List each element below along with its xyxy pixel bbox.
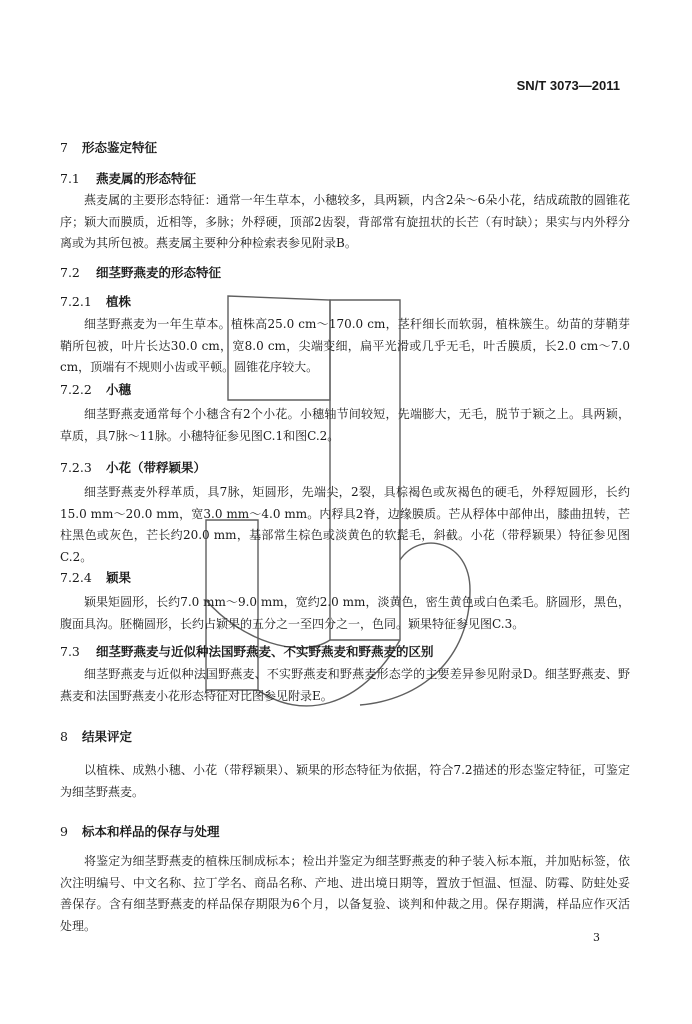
section-8-paragraph: 以植株、成熟小穗、小花（带稃颖果）、颖果的形态特征为依据，符合7.2描述的形态鉴定特征，可鉴定为细茎野燕麦。 bbox=[60, 763, 630, 799]
section-8-heading bbox=[60, 727, 132, 745]
section-7-2-2-paragraph: 细茎野燕麦通常每个小穗含有2个小花。小穗轴节间较短，先端膨大，无毛，脱节于颖之上。具两颖，草质，具7脉～11脉。小穗特征参见图C.1和图C.2。 bbox=[60, 407, 630, 443]
section-7-2-2-heading bbox=[60, 380, 131, 398]
section-title: 颖果 bbox=[106, 570, 132, 585]
section-title: 结果评定 bbox=[82, 729, 133, 744]
section-title: 形态鉴定特征 bbox=[82, 140, 158, 155]
section-title: 燕麦属的形态特征 bbox=[96, 171, 197, 186]
section-title: 植株 bbox=[106, 294, 132, 309]
section-title: 标本和样品的保存与处理 bbox=[82, 824, 220, 839]
section-7-2-3-heading bbox=[60, 458, 206, 476]
section-title: 小穗 bbox=[106, 382, 132, 397]
section-number: 7.3 bbox=[60, 644, 80, 659]
section-7-2-1-paragraph: 细茎野燕麦为一年生草本。植株高25.0 cm～170.0 cm，茎秆细长而软弱，植株簇生。幼苗的芽鞘芽鞘所包被，叶片长达30.0 cm，宽8.0 cm，尖端变细，扁平光滑或几乎无毛，叶舌膜质，长2.0 cm～7.0 cm，顶端有不规则小齿或平顿。圆锥花序较大。 bbox=[60, 317, 630, 374]
section-9-heading bbox=[60, 822, 220, 840]
section-7-3-paragraph: 细茎野燕麦与近似种法国野燕麦、不实野燕麦和野燕麦形态学的主要差异参见附录D。细茎野燕麦、野燕麦和法国野燕麦小花形态特征对比图参见附录E。 bbox=[60, 667, 630, 703]
section-7-2-1-heading bbox=[60, 292, 131, 310]
section-7-3-heading bbox=[60, 642, 434, 660]
section-number: 7.1 bbox=[60, 171, 80, 186]
section-number: 7.2.2 bbox=[60, 382, 92, 397]
section-7-1-paragraph: 燕麦属的主要形态特征：通常一年生草本，小穗较多，具两颖，内含2朵～6朵小花，结成疏散的圆锥花序；颖大而膜质，近相等，多脉；外稃硬，顶部2齿裂，背部常有旋扭状的长芒（有时缺）；果实与内外稃分离或为其所包被。燕麦属主要种分种检索表参见附录B。 bbox=[60, 193, 630, 250]
section-number: 8 bbox=[60, 729, 68, 744]
section-7-2-4-heading bbox=[60, 568, 131, 586]
section-7-2-3-paragraph: 细茎野燕麦外稃革质，具7脉，矩圆形，先端尖，2裂，具棕褐色或灰褐色的硬毛，外稃短圆形，长约15.0 mm～20.0 mm，宽3.0 mm～4.0 mm。内稃具2脊，边缘膜质。芒从稃体中部伸出，膝曲扭转，芒柱黑色或灰色，芒长约20.0 mm，基部常生棕色或淡黄色的软髭毛，斜截。小花（带稃颖果）特征参见图C.2。 bbox=[60, 485, 630, 564]
section-number: 7.2.1 bbox=[60, 294, 92, 309]
section-number: 7.2.4 bbox=[60, 570, 92, 585]
section-number: 7 bbox=[60, 140, 68, 155]
page-number: 3 bbox=[593, 931, 600, 944]
section-title: 细茎野燕麦与近似种法国野燕麦、不实野燕麦和野燕麦的区别 bbox=[96, 644, 434, 659]
section-title: 小花（带稃颖果） bbox=[106, 460, 207, 475]
section-7-2-4-paragraph: 颖果矩圆形，长约7.0 mm～9.0 mm，宽约2.0 mm，淡黄色，密生黄色或白色柔毛。脐圆形，黑色，腹面具沟。胚椭圆形，长约占颖果的五分之一至四分之一，色同。颖果特征参见图C.3。 bbox=[60, 595, 630, 631]
section-number: 9 bbox=[60, 824, 68, 839]
section-9-paragraph: 将鉴定为细茎野燕麦的植株压制成标本；检出并鉴定为细茎野燕麦的种子装入标本瓶，并加贴标签，依次注明编号、中文名称、拉丁学名、商品名称、产地、进出境日期等，置放于恒温、恒湿、防霉、防蛀处妥善保存。含有细茎野燕麦的样品保存期限为6个月，以备复验、谈判和仲裁之用。保存期满，样品应作灭活处理。 bbox=[60, 854, 630, 933]
section-7-2-heading bbox=[60, 263, 221, 281]
section-number: 7.2 bbox=[60, 265, 80, 280]
section-7-1-heading bbox=[60, 169, 196, 187]
section-title: 细茎野燕麦的形态特征 bbox=[96, 265, 222, 280]
standard-code: SN/T 3073—2011 bbox=[516, 78, 620, 93]
section-number: 7.2.3 bbox=[60, 460, 92, 475]
section-7-heading bbox=[60, 138, 157, 156]
